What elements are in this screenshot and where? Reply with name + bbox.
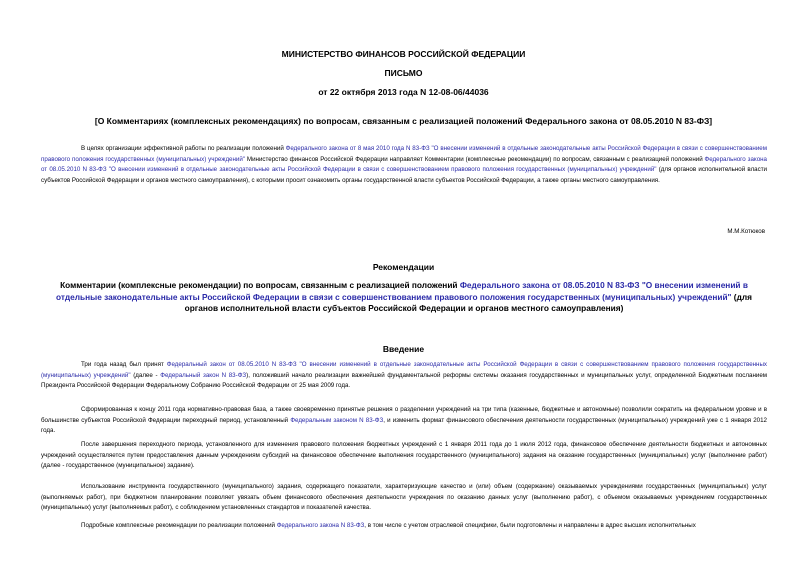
signature: М.М.Котюков <box>727 228 765 235</box>
text-segment: Подробные комплексные рекомендации по реализации положений <box>81 522 277 529</box>
text-segment: (для органов исполнительной власти субъектов Российской Федерации и органов местного самоуправления) <box>184 291 752 313</box>
text-segment: В целях организации эффективной работы по реализации положений <box>81 145 286 152</box>
text-segment: (для органов исполнительной власти субъектов Российской Федерации и органов местного самоуправления), с которыми просит ознакомить органы государственной власти субъектов Российской Федерации, а также органы местного самоуправления. <box>41 166 768 184</box>
recommendations-title <box>48 280 760 315</box>
law-link[interactable]: Федерального закона от 8 мая 2010 года N 83-ФЗ "О внесении изменений в отдельные законодательные акты Российской Федерации в связи с совершенствованием правового положения государственных (муниципальных) учреждений" <box>41 145 767 163</box>
paragraph-state-assignment <box>41 482 767 514</box>
paragraph-legal-base <box>41 405 767 437</box>
text-segment: Министерство финансов Российской Федерации направляет Комментарии (комплексные рекомендации) по вопросам, связанным с реализацией положений <box>245 155 705 163</box>
paragraph-detailed-recommendations <box>41 521 767 532</box>
text-segment: После завершения переходного периода, установленного для изменения правового положения бюджетных учреждений с 1 января 2011 года до 1 июля 2012 года, финансовое обеспечение деятельности бюджетных и автономных учреждений осуществляется путем предоставления данным учреждениям субсидий на финансовое обеспечение выполнения государственного (муниципального) задания на оказание государственных (муниципальных) услуг (выполнение работ) (далее - государственное (муниципальное) задание). <box>41 441 767 470</box>
introduction-heading: Введение <box>382 344 425 354</box>
text-segment: , и изменить формат финансового обеспечения деятельности государственных (муниципальных) учреждений уже с 1 января 2012 года. <box>41 416 767 435</box>
text-segment: Комментарии (комплексные рекомендации) по вопросам, связанным с реализацией положений <box>60 280 460 290</box>
text-segment: Сформированная к концу 2011 года нормативно-правовая база, а также своевременно принятые решения о разделении учреждений на три типа (казенные, бюджетные и автономные) позволили сократить на федеральном уровне и в большинстве субъектов Российской Федерации переходный период, установленный <box>41 406 767 424</box>
text-segment: Три года назад был принят <box>81 361 167 368</box>
paragraph-transition-period <box>41 440 767 472</box>
text-segment: Использование инструмента государственного (муниципального) задания, содержащего показатели, характеризующие качество и (или) объем (содержание) оказываемых учреждениями государственных (муниципальных) услуг (выполняемых работ), при бюджетном планировании позволяет увязать объем финансового обеспечения деятельности учреждения по оказанию данных услуг (выполнению работ), с объемом оказываемых учреждением государственных (муниципальных) услуг (выполняемых работ), с соблюдением установленных стандартов и показателей качества. <box>41 483 767 512</box>
text-segment: ), положивший начало реализации важнейшей фундаментальной реформы системы оказания государственных и муниципальных услуг, определенной Бюджетным посланием Президента Российской Федерации Федеральному Собранию Российской Федерации от 25 мая 2009 года. <box>41 371 768 390</box>
doc-date-number: от 22 октября 2013 года N 12-08-06/44036 <box>318 87 489 97</box>
law-link[interactable]: Федерального закона N 83-ФЗ <box>276 522 365 529</box>
law-link[interactable]: Федеральным законом N 83-ФЗ <box>290 416 384 424</box>
law-link[interactable]: Федерального закона от 08.05.2010 N 83-ФЗ "О внесении изменений в отдельные законодательные акты Российской Федерации в связи с совершенствованием правового положения государственных (муниципальных) учреждений" <box>41 155 767 174</box>
ministry-heading: МИНИСТЕРСТВО ФИНАНСОВ РОССИЙСКОЙ ФЕДЕРАЦИИ <box>281 49 526 59</box>
law-link[interactable]: Федеральный закон N 83-ФЗ <box>160 371 247 379</box>
doc-type-heading: ПИСЬМО <box>384 68 423 78</box>
law-link[interactable]: Федеральный закон от 08.05.2010 N 83-ФЗ "О внесении изменений в отдельные законодательные акты Российской Федерации в связи с совершенствованием правового положения государственных (муниципальных) учреждений" <box>41 361 768 379</box>
doc-subject: [О Комментариях (комплексных рекомендациях) по вопросам, связанным с реализацией положений Федерального закона от 08.05.2010 N 83-ФЗ] <box>94 116 713 126</box>
text-segment: (далее - <box>130 371 161 379</box>
paragraph-intro <box>41 360 767 392</box>
law-link[interactable]: Федерального закона от 08.05.2010 N 83-ФЗ "О внесении изменений в отдельные законодательные акты Российской Федерации в связи с совершенствованием правового положения государственных (муниципальных) учреждений" <box>56 280 748 302</box>
recommendations-heading: Рекомендации <box>372 262 435 272</box>
paragraph-intro-letter <box>41 144 767 186</box>
text-segment: , в том числе с учетом отраслевой специфики, были подготовлены и направлены в адрес высших исполнительных <box>364 522 696 529</box>
